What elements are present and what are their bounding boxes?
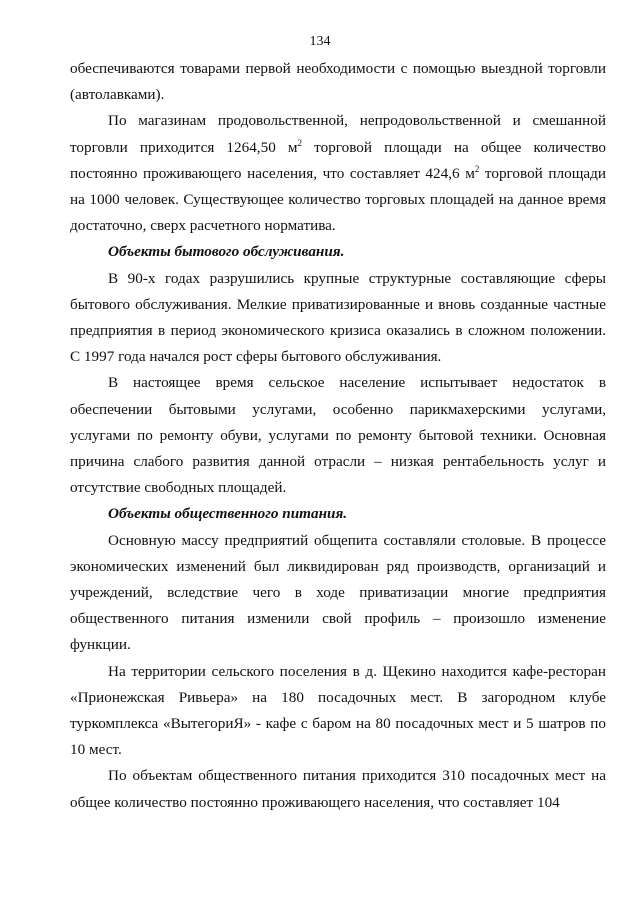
paragraph-consumer-services-history: В 90-х годах разрушились крупные структурные составляющие сферы бытового обслуживания. Мелкие приватизированные и вновь созданные частные предприятия в период экономического кризиса оказались в сложном положении. С 1997 года начался рост сферы бытового обслуживания. bbox=[70, 269, 606, 366]
paragraph-catering-seats: По объектам общественного питания приходится 310 посадочных мест на общее количество постоянно проживающего населения, что составляет 104 bbox=[70, 767, 606, 811]
paragraph-retail-continuation: обеспечиваются товарами первой необходимости с помощью выездной торговли (автолавками). bbox=[70, 60, 606, 104]
page-body bbox=[70, 56, 606, 816]
retail-area-text-1: По магазинам продовольственной, непродовольственной и смешанной торговли приходится 1264,50 м bbox=[70, 112, 606, 156]
paragraph-consumer-services-shortage: В настоящее время сельское население испытывает недостаток в обеспечении бытовыми услугами, особенно парикмахерскими услугами, услугами по ремонту обуви, услугами по ремонту бытовой техники. Основная причина слабого развития данной отрасли – низкая рентабельность услуг и отсутствие свободных площадей. bbox=[70, 374, 606, 497]
retail-area-text-2: торговой площади на общее количество постоянно проживающего населения, что составляет 424,6 м bbox=[70, 138, 606, 182]
page-number: 134 bbox=[309, 34, 331, 49]
section-heading-catering: Объекты общественного питания. bbox=[108, 505, 348, 523]
paragraph-retail-area bbox=[70, 108, 606, 239]
section-heading-consumer-services: Объекты бытового обслуживания. bbox=[108, 243, 345, 261]
square-meter-superscript: 2 bbox=[474, 163, 480, 174]
square-meter-superscript: 2 bbox=[297, 137, 303, 148]
retail-area-text-3: торговой площади на 1000 человек. Существующее количество торговых площадей на данное время достаточно, сверх расчетного норматива. bbox=[70, 164, 606, 235]
paragraph-catering-venues: На территории сельского поселения в д. Щекино находится кафе-ресторан «Прионежская Ривьера» на 180 посадочных мест. В загородном клубе туркомплекса «ВытегориЯ» - кафе с баром на 80 посадочных мест и 5 шатров по 10 мест. bbox=[70, 662, 606, 759]
paragraph-catering-history: Основную массу предприятий общепита составляли столовые. В процессе экономических изменений был ликвидирован ряд производств, организаций и учреждений, вследствие чего в ходе приватизации многие предприятия общественного питания изменили свой профиль – произошло изменение функции. bbox=[70, 531, 606, 654]
